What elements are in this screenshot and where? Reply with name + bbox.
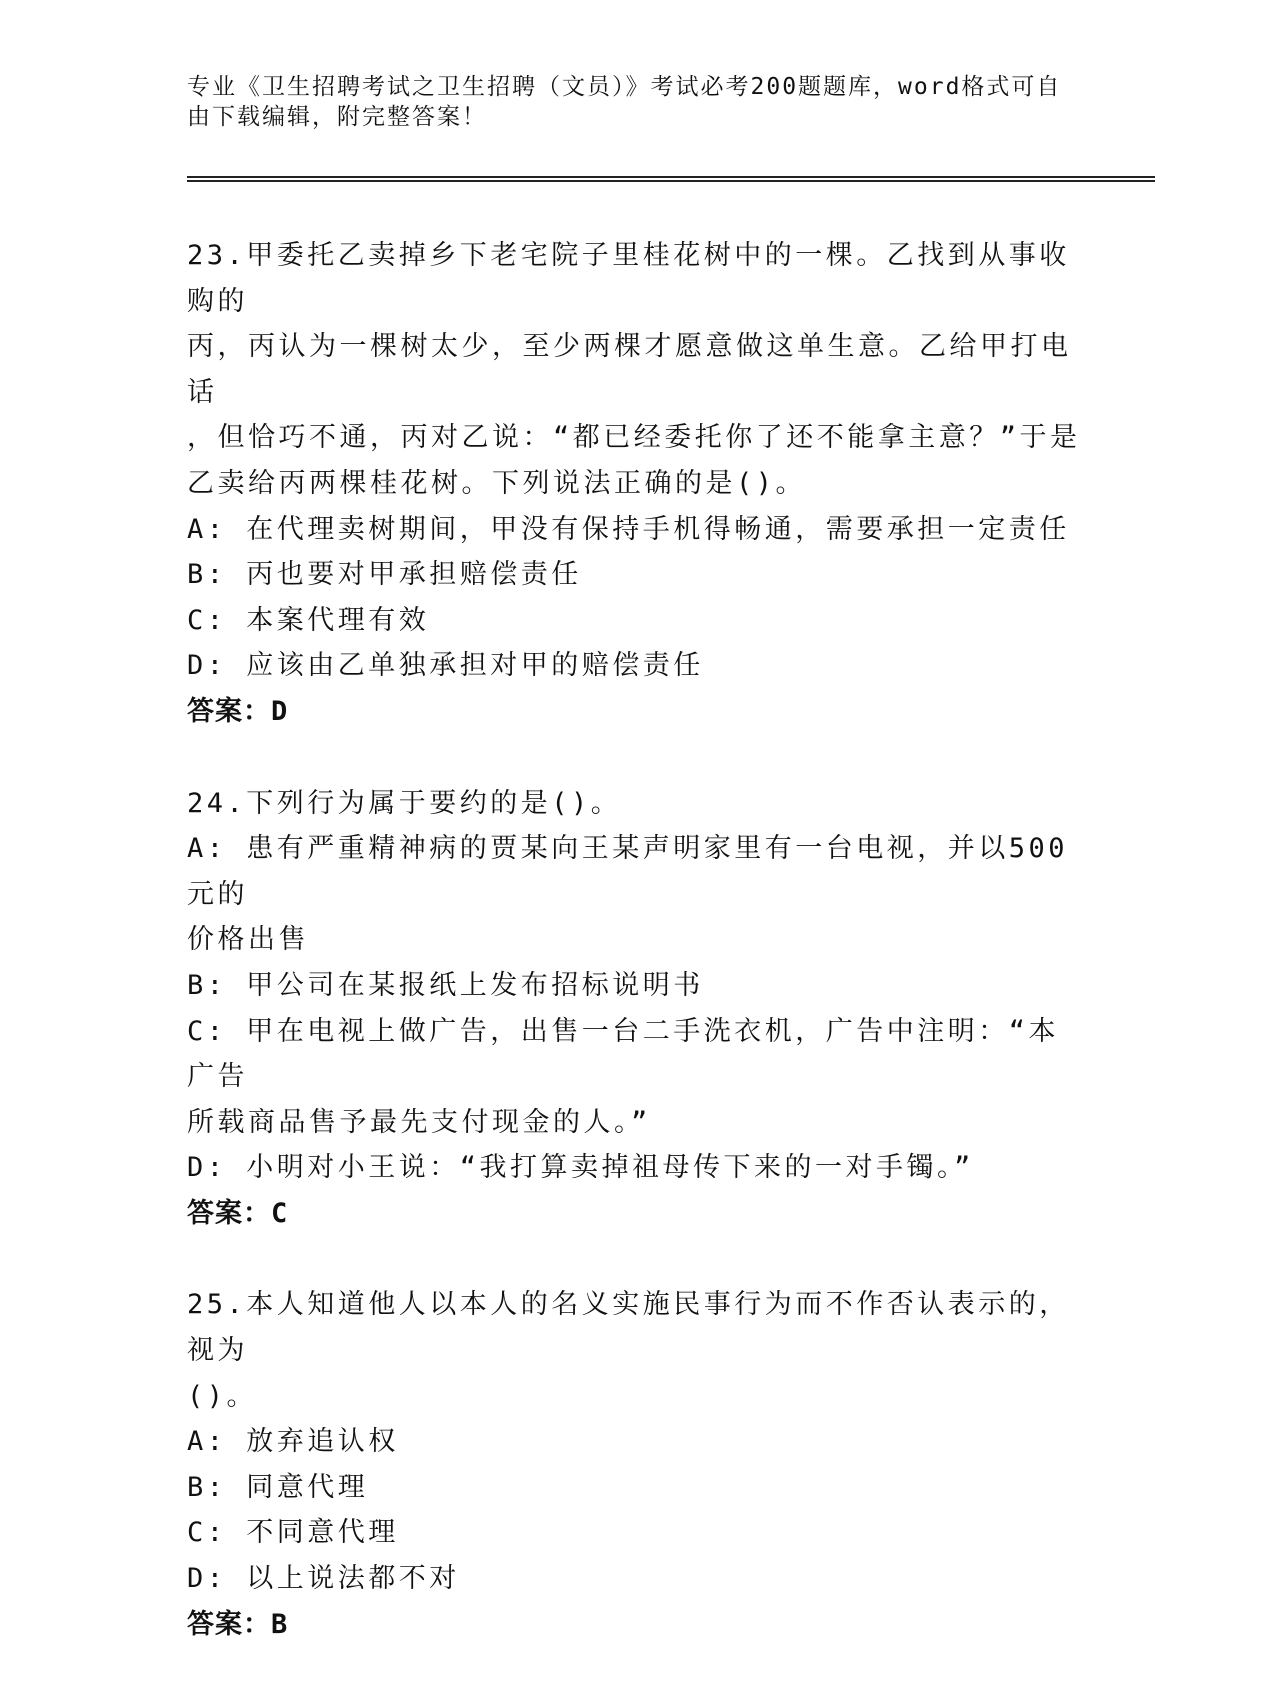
option-b: B: 甲公司在某报纸上发布招标说明书	[187, 969, 704, 1001]
option-c: C: 本案代理有效	[187, 604, 430, 636]
document-header	[187, 72, 1067, 132]
question-25	[187, 1282, 1087, 1647]
header-line-2: 由下载编辑，附完整答案！	[187, 104, 487, 130]
option-c: C: 不同意代理	[187, 1517, 399, 1549]
option-a: A: 放弃追认权	[187, 1426, 399, 1458]
question-stem-line: 乙卖给丙两棵桂花树。下列说法正确的是()。	[187, 467, 807, 499]
question-stem-line: 24.下列行为属于要约的是()。	[187, 787, 622, 819]
option-b: B: 丙也要对甲承担赔偿责任	[187, 559, 582, 591]
question-stem-line: 25.本人知道他人以本人的名义实施民事行为而不作否认表示的，视为	[187, 1289, 1070, 1367]
option-d: D: 小明对小王说：“我打算卖掉祖母传下来的一对手镯。”	[187, 1152, 974, 1184]
question-23	[187, 233, 1087, 735]
question-stem-line: ，但恰巧不通，丙对乙说：“都已经委托你了还不能拿主意？”于是	[187, 422, 1081, 454]
question-24	[187, 781, 1087, 1237]
question-stem-line: 23.甲委托乙卖掉乡下老宅院子里桂花树中的一棵。乙找到从事收购的	[187, 240, 1070, 317]
option-a: A: 患有严重精神病的贾某向王某声明家里有一台电视，并以500元的	[187, 833, 1069, 910]
header-line-1: 专业《卫生招聘考试之卫生招聘（文员）》考试必考200题题库，word格式可自	[187, 74, 1062, 100]
question-stem-line: 丙，丙认为一棵树太少，至少两棵才愿意做这单生意。乙给甲打电话	[187, 331, 1072, 408]
header-divider-bottom	[187, 180, 1155, 182]
answer-line: 答案：B	[187, 1608, 289, 1640]
option-d: D: 以上说法都不对	[187, 1563, 460, 1595]
question-stem-line: ()。	[187, 1380, 258, 1412]
header-divider-top	[187, 176, 1155, 178]
option-a-continuation: 价格出售	[187, 924, 309, 956]
question-list	[187, 233, 1087, 1693]
option-a: A: 在代理卖树期间，甲没有保持手机得畅通，需要承担一定责任	[187, 513, 1070, 545]
answer-line: 答案：D	[187, 695, 289, 727]
option-d: D: 应该由乙单独承担对甲的赔偿责任	[187, 650, 704, 682]
option-c-continuation: 所载商品售予最先支付现金的人。”	[187, 1106, 651, 1138]
answer-line: 答案：C	[187, 1197, 289, 1229]
option-c: C: 甲在电视上做广告，出售一台二手洗衣机，广告中注明：“本广告	[187, 1015, 1060, 1093]
option-b: B: 同意代理	[187, 1471, 369, 1503]
